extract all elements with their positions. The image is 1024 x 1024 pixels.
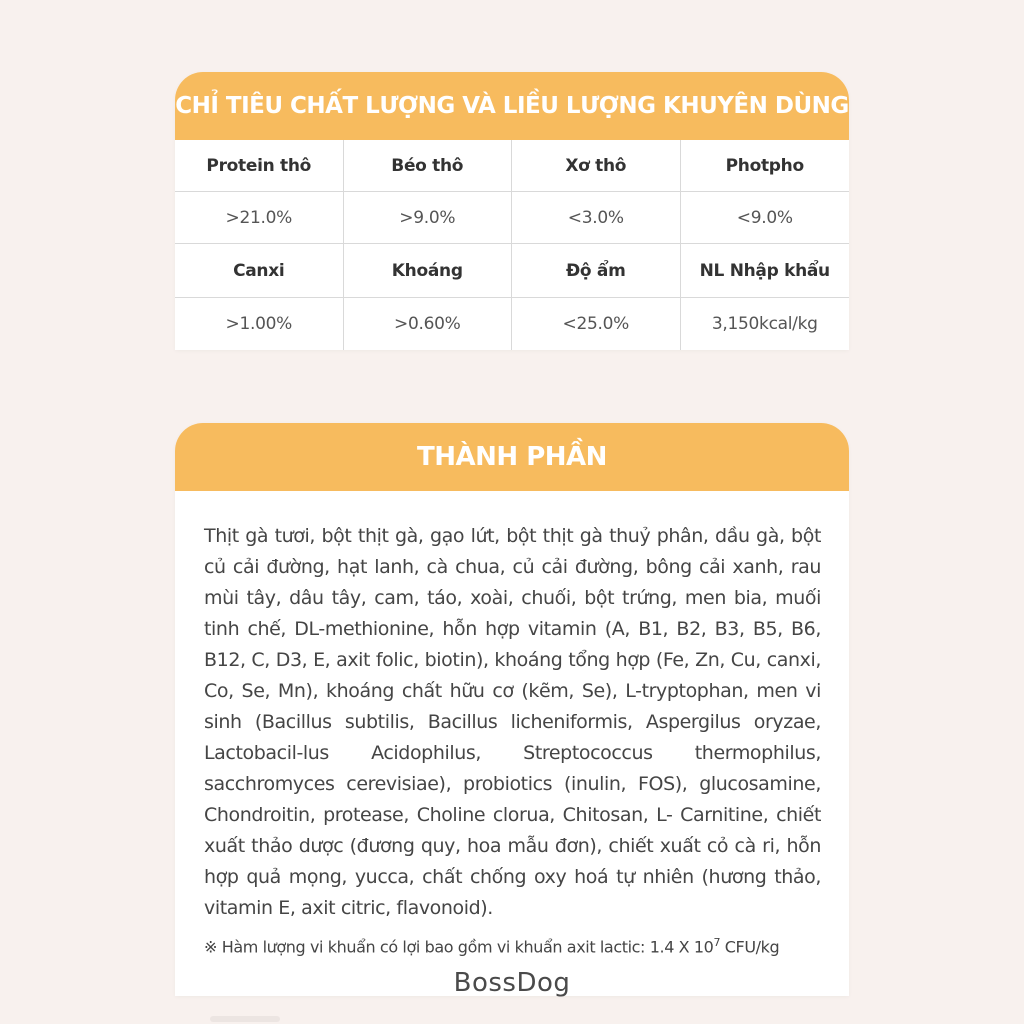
spec-label-minerals: Khoáng — [344, 244, 513, 298]
spec-label-calcium: Canxi — [175, 244, 344, 298]
brand-name: BossDog — [453, 968, 571, 999]
probiotic-note — [204, 936, 849, 956]
spec-label-phosphorus: Photpho — [681, 140, 850, 192]
spec-value-fiber: <3.0% — [512, 192, 681, 244]
spec-label-fat: Béo thô — [344, 140, 513, 192]
spec-value-calcium: >1.00% — [175, 298, 344, 350]
probiotic-note-exponent: 7 — [713, 936, 721, 949]
probiotic-note-prefix: ※ Hàm lượng vi khuẩn có lợi bao gồm vi khuẩn axit lactic: 1.4 X 10 — [204, 937, 714, 957]
spec-label-fiber: Xơ thô — [512, 140, 681, 192]
decorative-strip — [210, 1016, 280, 1022]
spec-value-moisture: <25.0% — [512, 298, 681, 350]
spec-value-phosphorus: <9.0% — [681, 192, 850, 244]
ingredients-text: Thịt gà tươi, bột thịt gà, gạo lứt, bột thịt gà thuỷ phân, dầu gà, bột củ cải đường, hạt lanh, cà chua, củ cải đường, bông cải xanh, rau mùi tây, dâu tây, cam, táo, xoài, chuối, bột trứng, men bia, muối tinh chế, DL-methionine, hỗn hợp vitamin (A, B1, B2, B3, B5, B6, B12, C, D3, E, axit folic, biotin), khoáng tổng hợp (Fe, Zn, Cu, canxi, Co, Se, Mn), khoáng chất hữu cơ (kẽm, Se), L-tryptophan, men vi sinh (Bacillus subtilis, Bacillus licheniformis, Aspergilus oryzae, Lactobacil-lus Acidophilus, Streptococcus thermophilus, sacchromyces cerevisiae), probiotics (inulin, FOS), glucosamine, Chondroitin, protease, Choline clorua, Chitosan, L- Carnitine, chiết xuất thảo dược (đương quy, hoa mẫu đơn), chiết xuất cỏ cà ri, hỗn hợp quả mọng, yucca, chất chống oxy hoá tự nhiên (hương thảo, vitamin E, axit citric, flavonoid). — [204, 525, 821, 919]
quality-specs-table — [175, 140, 849, 350]
spec-label-moisture: Độ ẩm — [512, 244, 681, 298]
spec-label-protein: Protein thô — [175, 140, 344, 192]
quality-specs-title: CHỈ TIÊU CHẤT LƯỢNG VÀ LIỀU LƯỢNG KHUYÊN DÙNG — [175, 72, 849, 140]
quality-specs-card — [175, 72, 849, 350]
spec-value-minerals: >0.60% — [344, 298, 513, 350]
spec-value-energy: 3,150kcal/kg — [711, 314, 818, 334]
spec-label-energy: NL Nhập khẩu — [681, 244, 850, 298]
ingredients-card — [175, 423, 849, 999]
ingredients-title: THÀNH PHẦN — [175, 423, 849, 491]
spec-value-protein: >21.0% — [175, 192, 344, 244]
probiotic-note-suffix: CFU/kg — [720, 937, 780, 957]
spec-value-fat: >9.0% — [344, 192, 513, 244]
